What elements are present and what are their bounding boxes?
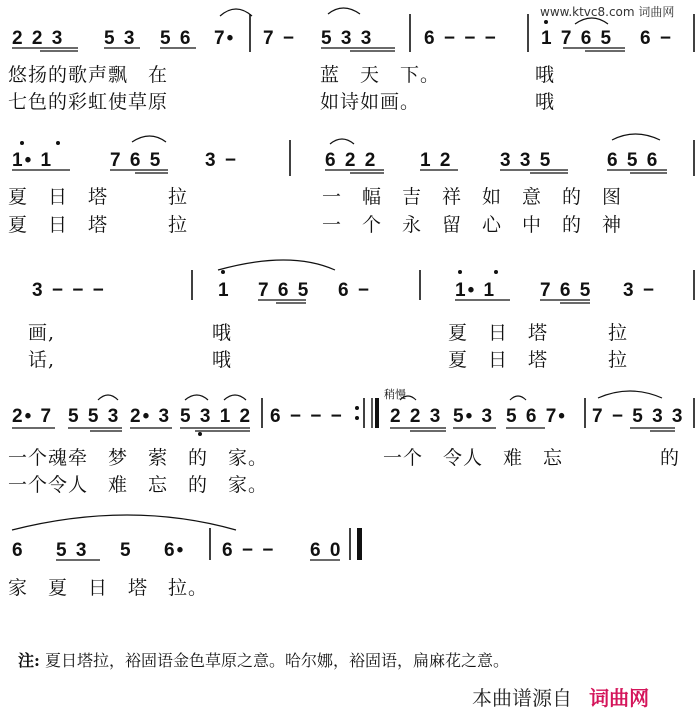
notation-group: 1: [218, 280, 231, 301]
tempo-mark: 稍慢: [384, 388, 406, 401]
lyric-line: 的: [660, 447, 681, 469]
lyric-line: 夏 日 塔 拉: [8, 214, 189, 236]
notation-group: 3 3 5: [500, 150, 553, 171]
notation-group: 1 2: [420, 150, 453, 171]
source-brand-site: 词曲网: [589, 686, 650, 710]
footnote-text: 夏日塔拉，裕固语金色草原之意。哈尔娜，裕固语，扁麻花之意。: [45, 651, 510, 670]
notation-group: 7 6 5: [110, 150, 163, 171]
notation-group: 5 3: [104, 28, 137, 49]
lyric-line: 哦: [212, 349, 233, 371]
lyric-line: 一个 令人 难 忘: [383, 447, 564, 469]
notation-group: 6 − − −: [270, 406, 344, 427]
notation-group: 5• 3: [453, 406, 495, 427]
notation-group: 7•: [214, 28, 236, 49]
notation-group: 6•: [164, 540, 186, 561]
lyric-line: 哦: [535, 91, 556, 113]
notation-group: 6 2 2: [325, 150, 378, 171]
footnote: [18, 648, 509, 671]
lyric-line: 夏 日 塔 拉: [448, 349, 629, 371]
lyric-line: 一 个 永 留 心 中 的 神: [322, 214, 623, 236]
lyric-line: 话,: [28, 349, 56, 371]
barlines: [192, 14, 694, 560]
final-bar: [357, 528, 362, 560]
notation-group: 6: [12, 540, 25, 561]
lyric-line: 一个令人 难 忘 的 家。: [8, 474, 269, 496]
lyric-line: 夏 日 塔 拉: [448, 322, 629, 344]
lyric-line: 夏 日 塔 拉: [8, 186, 189, 208]
notation-group: 2• 3: [130, 406, 172, 427]
notation-group: 3 −: [205, 150, 238, 171]
notation-group: 5: [120, 540, 133, 561]
notation-group: 5 3 3: [321, 28, 374, 49]
source-brand-prefix: 本曲谱源自: [472, 686, 572, 710]
notation-group: 7 −: [263, 28, 296, 49]
notation-group: 7 6 5: [258, 280, 311, 301]
notation-group: 6 5 6: [607, 150, 660, 171]
source-brand: [472, 682, 649, 711]
notation-group: 7 − 5 3 3: [592, 406, 685, 427]
beams: [12, 48, 675, 560]
watermark: www.ktvc8.com 词曲网: [540, 5, 675, 19]
lyric-line: 一个魂牵 梦 萦 的 家。: [8, 447, 269, 469]
notation-group: 2 2 3: [390, 406, 443, 427]
notation-group: 6 −: [640, 28, 673, 49]
notation-group: 5 3 1 2: [180, 406, 253, 427]
lyric-line: 如诗如画。: [320, 91, 421, 113]
notation-group: 7 6 5: [540, 280, 593, 301]
notation-group: 1• 1: [12, 150, 54, 171]
notation-group: 2 2 3: [12, 28, 65, 49]
notation-group: 3 − − −: [32, 280, 106, 301]
notation-group: 5 5 3: [68, 406, 121, 427]
repeat-bar: [355, 398, 379, 560]
lyric-line: 一 幅 吉 祥 如 意 的 图: [322, 186, 623, 208]
lyric-line: 画,: [28, 322, 56, 344]
notation-group: 1• 1: [455, 280, 497, 301]
notation-group: 6 0: [310, 540, 343, 561]
lyric-line: 七色的彩虹使草原: [8, 91, 169, 113]
notation-group: 5 3: [56, 540, 89, 561]
notation-group: 2• 7: [12, 406, 54, 427]
slurs: [12, 8, 662, 530]
notation-group: 6 −: [338, 280, 371, 301]
notation-group: 5 6 7•: [506, 406, 567, 427]
notation-group: 6 − − −: [424, 28, 498, 49]
lyric-line: 家 夏 日 塔 拉。: [8, 577, 209, 599]
lyric-line: 悠扬的歌声飘 在: [8, 64, 169, 86]
lyric-line: 哦: [535, 64, 556, 86]
notation-group: 6 − −: [222, 540, 276, 561]
notation-group: 3 −: [623, 280, 656, 301]
lyric-line: 哦: [212, 322, 233, 344]
notation-group: 5 6: [160, 28, 193, 49]
footnote-label: 注:: [18, 651, 40, 670]
octave-dots: [20, 20, 548, 436]
lyric-line: 蓝 天 下。: [320, 64, 441, 86]
notation-group: 1 7 6 5: [541, 28, 614, 49]
